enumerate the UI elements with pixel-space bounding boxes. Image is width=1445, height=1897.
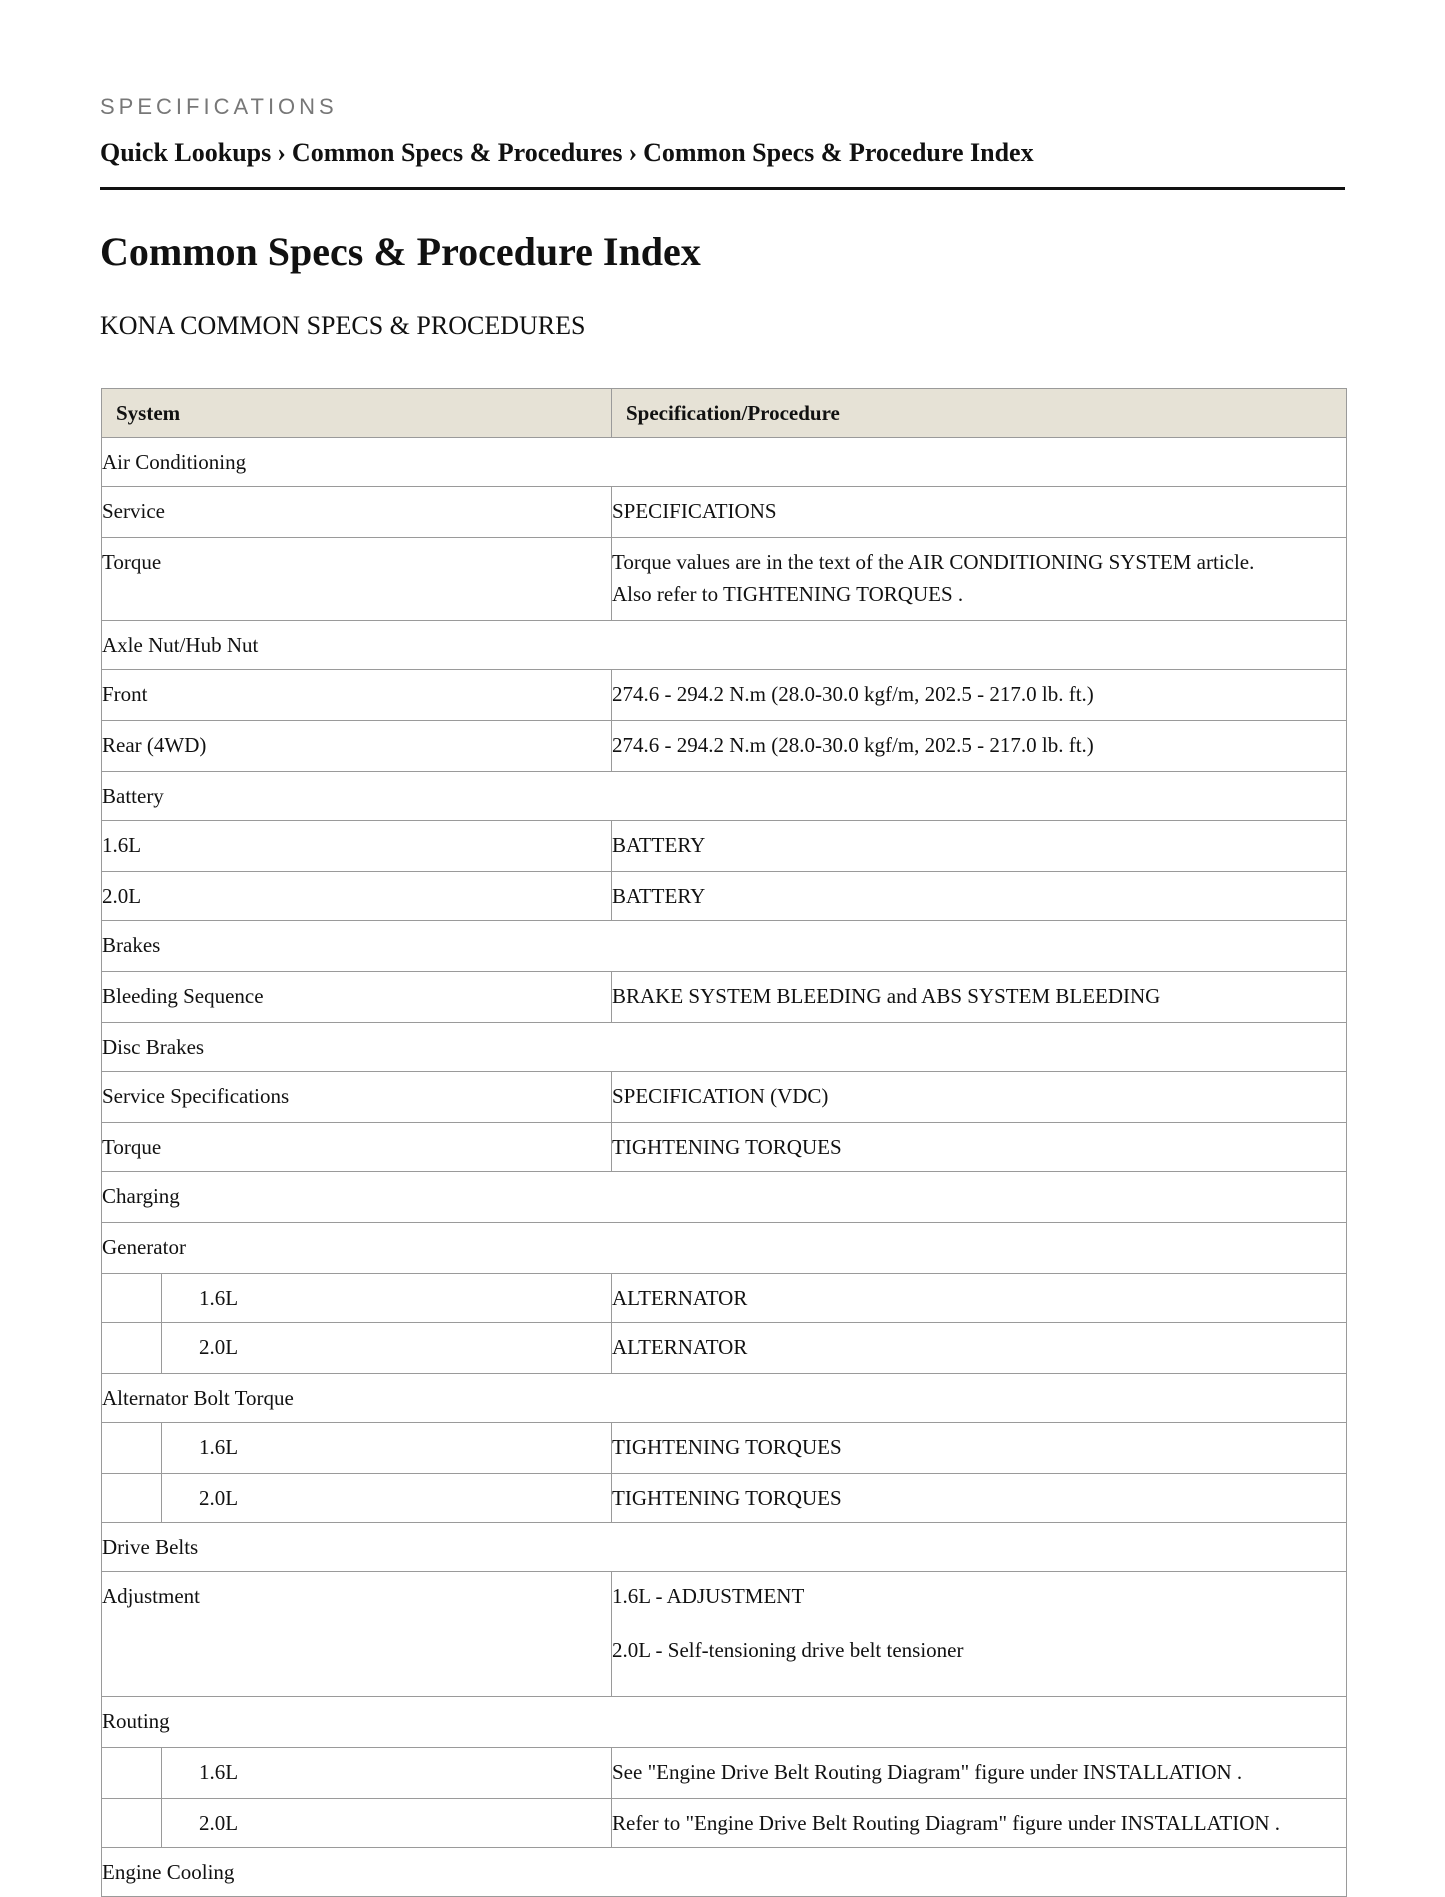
system-cell: Front bbox=[102, 670, 612, 721]
system-cell: Torque bbox=[102, 1123, 612, 1172]
system-cell: Service bbox=[102, 487, 612, 538]
spec-link[interactable]: SPECIFICATION (VDC) bbox=[612, 1072, 1347, 1123]
section-eyebrow: SPECIFICATIONS bbox=[100, 94, 338, 119]
page bbox=[0, 0, 1445, 342]
spec-link[interactable]: ALTERNATOR bbox=[612, 1323, 1347, 1374]
breadcrumb-item-current: Common Specs & Procedure Index bbox=[643, 138, 1034, 167]
table-row bbox=[102, 1274, 1347, 1323]
system-group: Charging bbox=[102, 1172, 1347, 1223]
system-cell: 2.0L bbox=[102, 1799, 612, 1848]
header-specification: Specification/Procedure bbox=[612, 389, 1347, 438]
table-row bbox=[102, 1474, 1347, 1523]
spec-link[interactable]: ALTERNATOR bbox=[612, 1274, 1347, 1323]
table-row bbox=[102, 1423, 1347, 1474]
spec-cell: 274.6 - 294.2 N.m (28.0-30.0 kgf/m, 202.5 - 217.0 lb. ft.) bbox=[612, 670, 1347, 721]
table-row bbox=[102, 1023, 1347, 1072]
system-cell: 2.0L bbox=[102, 1323, 612, 1374]
system-cell: 1.6L bbox=[102, 1274, 612, 1323]
system-cell: 1.6L bbox=[102, 1423, 612, 1474]
table-row bbox=[102, 772, 1347, 821]
spec-cell[interactable]: See "Engine Drive Belt Routing Diagram" figure under INSTALLATION . bbox=[612, 1748, 1347, 1799]
spec-cell: 274.6 - 294.2 N.m (28.0-30.0 kgf/m, 202.5 - 217.0 lb. ft.) bbox=[612, 721, 1347, 772]
system-cell: Adjustment bbox=[102, 1572, 612, 1697]
system-subgroup: Routing bbox=[102, 1697, 1347, 1748]
spec-link[interactable]: TIGHTENING TORQUES bbox=[612, 1474, 1347, 1523]
system-group: Air Conditioning bbox=[102, 438, 1347, 487]
table-row bbox=[102, 538, 1347, 621]
table-row bbox=[102, 438, 1347, 487]
system-cell: Rear (4WD) bbox=[102, 721, 612, 772]
page-subtitle: KONA COMMON SPECS & PROCEDURES bbox=[100, 311, 586, 340]
breadcrumb bbox=[100, 137, 1345, 190]
table-row bbox=[102, 1523, 1347, 1572]
system-cell: 2.0L bbox=[102, 1474, 612, 1523]
system-cell: Service Specifications bbox=[102, 1072, 612, 1123]
system-group: Engine Cooling bbox=[102, 1848, 1347, 1897]
breadcrumb-separator: › bbox=[277, 138, 286, 167]
table-row bbox=[102, 1697, 1347, 1748]
table-row bbox=[102, 721, 1347, 772]
spec-cell[interactable]: Refer to "Engine Drive Belt Routing Diagram" figure under INSTALLATION . bbox=[612, 1799, 1347, 1848]
spec-link[interactable]: BRAKE SYSTEM BLEEDING and ABS SYSTEM BLEEDING bbox=[612, 972, 1347, 1023]
table-row bbox=[102, 872, 1347, 921]
spec-cell[interactable]: 1.6L - ADJUSTMENT 2.0L - Self-tensioning drive belt tensioner bbox=[612, 1572, 1347, 1697]
table-row bbox=[102, 1374, 1347, 1423]
table-row bbox=[102, 621, 1347, 670]
table-row bbox=[102, 1748, 1347, 1799]
spec-link[interactable]: TIGHTENING TORQUES bbox=[612, 1123, 1347, 1172]
system-subgroup: Alternator Bolt Torque bbox=[102, 1374, 1347, 1423]
table-row bbox=[102, 821, 1347, 872]
system-cell: 2.0L bbox=[102, 872, 612, 921]
header-system: System bbox=[102, 389, 612, 438]
table-row bbox=[102, 972, 1347, 1023]
breadcrumb-separator: › bbox=[628, 138, 638, 167]
table-row bbox=[102, 1172, 1347, 1223]
table-row bbox=[102, 921, 1347, 972]
breadcrumb-item-common-specs[interactable]: Common Specs & Procedures bbox=[291, 138, 623, 167]
table-row bbox=[102, 1072, 1347, 1123]
system-cell: 1.6L bbox=[102, 821, 612, 872]
system-group: Brakes bbox=[102, 921, 1347, 972]
specs-table bbox=[101, 388, 1347, 1897]
spec-link[interactable]: BATTERY bbox=[612, 872, 1347, 921]
system-group: Drive Belts bbox=[102, 1523, 1347, 1572]
table-row bbox=[102, 1123, 1347, 1172]
table-row bbox=[102, 1323, 1347, 1374]
system-subgroup: Generator bbox=[102, 1223, 1347, 1274]
spec-cell[interactable]: Torque values are in the text of the AIR CONDITIONING SYSTEM article. Also refer to TIGHTENING TORQUES . bbox=[612, 538, 1347, 621]
table-header-row bbox=[102, 389, 1347, 438]
spec-link[interactable]: TIGHTENING TORQUES bbox=[612, 1423, 1347, 1474]
table-row bbox=[102, 1848, 1347, 1897]
spec-link[interactable]: BATTERY bbox=[612, 821, 1347, 872]
system-subgroup: Disc Brakes bbox=[102, 1023, 1347, 1072]
table-row bbox=[102, 670, 1347, 721]
breadcrumb-item-quick-lookups[interactable]: Quick Lookups bbox=[100, 138, 272, 167]
system-cell: 1.6L bbox=[102, 1748, 612, 1799]
system-group: Axle Nut/Hub Nut bbox=[102, 621, 1347, 670]
system-group: Battery bbox=[102, 772, 1347, 821]
system-cell: Bleeding Sequence bbox=[102, 972, 612, 1023]
table-row bbox=[102, 487, 1347, 538]
page-title: Common Specs & Procedure Index bbox=[100, 229, 701, 274]
table-row bbox=[102, 1799, 1347, 1848]
system-cell: Torque bbox=[102, 538, 612, 621]
spec-link[interactable]: SPECIFICATIONS bbox=[612, 487, 1347, 538]
table-row bbox=[102, 1223, 1347, 1274]
table-row bbox=[102, 1572, 1347, 1697]
